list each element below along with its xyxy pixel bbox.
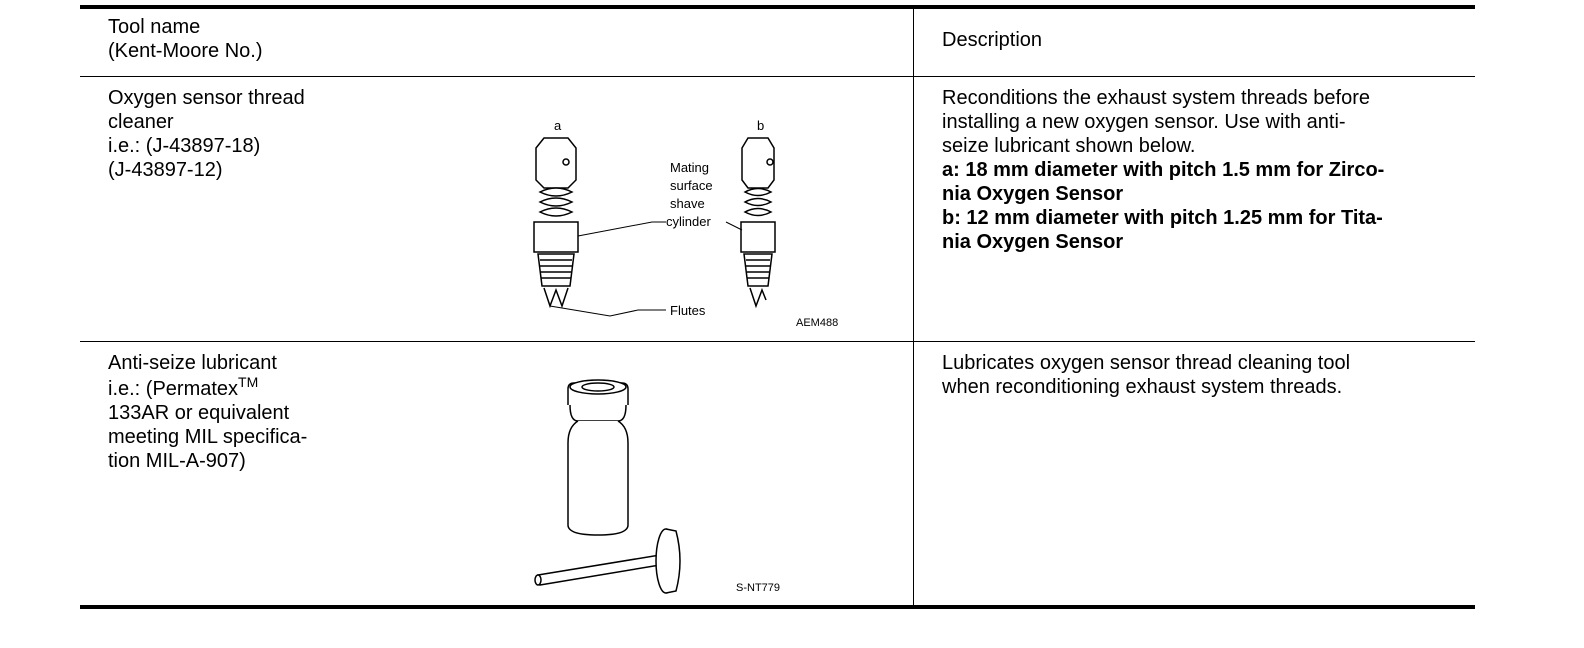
row2-tool-permatex: i.e.: (Permatex <box>108 378 239 400</box>
row2-description <box>942 351 1350 399</box>
label-a: a <box>554 118 562 133</box>
row1-tool-line: i.e.: (J-43897-18) <box>108 135 261 157</box>
row1-desc-line: seize lubricant shown below. <box>942 135 1196 157</box>
header-tool-name-line2: (Kent-Moore No.) <box>108 40 263 62</box>
thread-cleaner-illustration <box>500 110 839 335</box>
row1-desc-line: installing a new oxygen sensor. Use with anti- <box>942 111 1346 133</box>
anti-seize-lubricant-illustration <box>520 375 800 600</box>
row2-tool-line: 133AR or equivalent <box>108 402 290 424</box>
row1-desc-bold-line: b: 12 mm diameter with pitch 1.25 mm for Tita- <box>942 207 1383 229</box>
row2-tool-name <box>108 351 307 473</box>
callout-mating: Mating <box>670 160 710 175</box>
column-divider <box>913 5 914 609</box>
label-b: b <box>757 118 765 133</box>
row1-tool-line: (J-43897-12) <box>108 159 223 181</box>
row1-desc-bold-line: a: 18 mm diameter with pitch 1.5 mm for Zirco- <box>942 159 1385 181</box>
table-bottom-rule <box>80 605 1475 609</box>
row2-tool-line: tion MIL-A-907) <box>108 450 246 472</box>
row2-desc-line: Lubricates oxygen sensor thread cleaning tool <box>942 352 1351 374</box>
trademark-sup: TM <box>238 374 259 390</box>
header-divider <box>80 76 1475 77</box>
callout-flutes: Flutes <box>670 303 706 318</box>
row1-tool-line: Oxygen sensor thread <box>108 87 305 109</box>
callout-shave: shave <box>670 196 705 211</box>
row2-desc-line: when reconditioning exhaust system threads. <box>942 376 1343 398</box>
header-description: Description <box>942 29 1043 51</box>
row1-desc-bold-line: nia Oxygen Sensor <box>942 231 1124 253</box>
header-tool-name <box>108 15 263 63</box>
figure-code-snt779: S-NT779 <box>736 582 781 594</box>
row2-tool-line: meeting MIL specifica- <box>108 426 308 448</box>
row2-tool-line: Anti-seize lubricant <box>108 352 277 374</box>
figure-code-aem488: AEM488 <box>796 317 839 329</box>
callout-surface: surface <box>670 178 713 193</box>
callout-cylinder: cylinder <box>666 214 711 229</box>
header-tool-name-line1: Tool name <box>108 16 201 38</box>
row2-tool-line <box>108 374 307 401</box>
row1-description <box>942 86 1384 254</box>
row1-desc-bold-line: nia Oxygen Sensor <box>942 183 1124 205</box>
row1-desc-line: Reconditions the exhaust system threads before <box>942 87 1371 109</box>
tool-table <box>80 5 1475 609</box>
row1-tool-line: cleaner <box>108 111 174 133</box>
row1-tool-name <box>108 86 305 182</box>
table-top-rule <box>80 5 1475 9</box>
row-divider <box>80 341 1475 342</box>
